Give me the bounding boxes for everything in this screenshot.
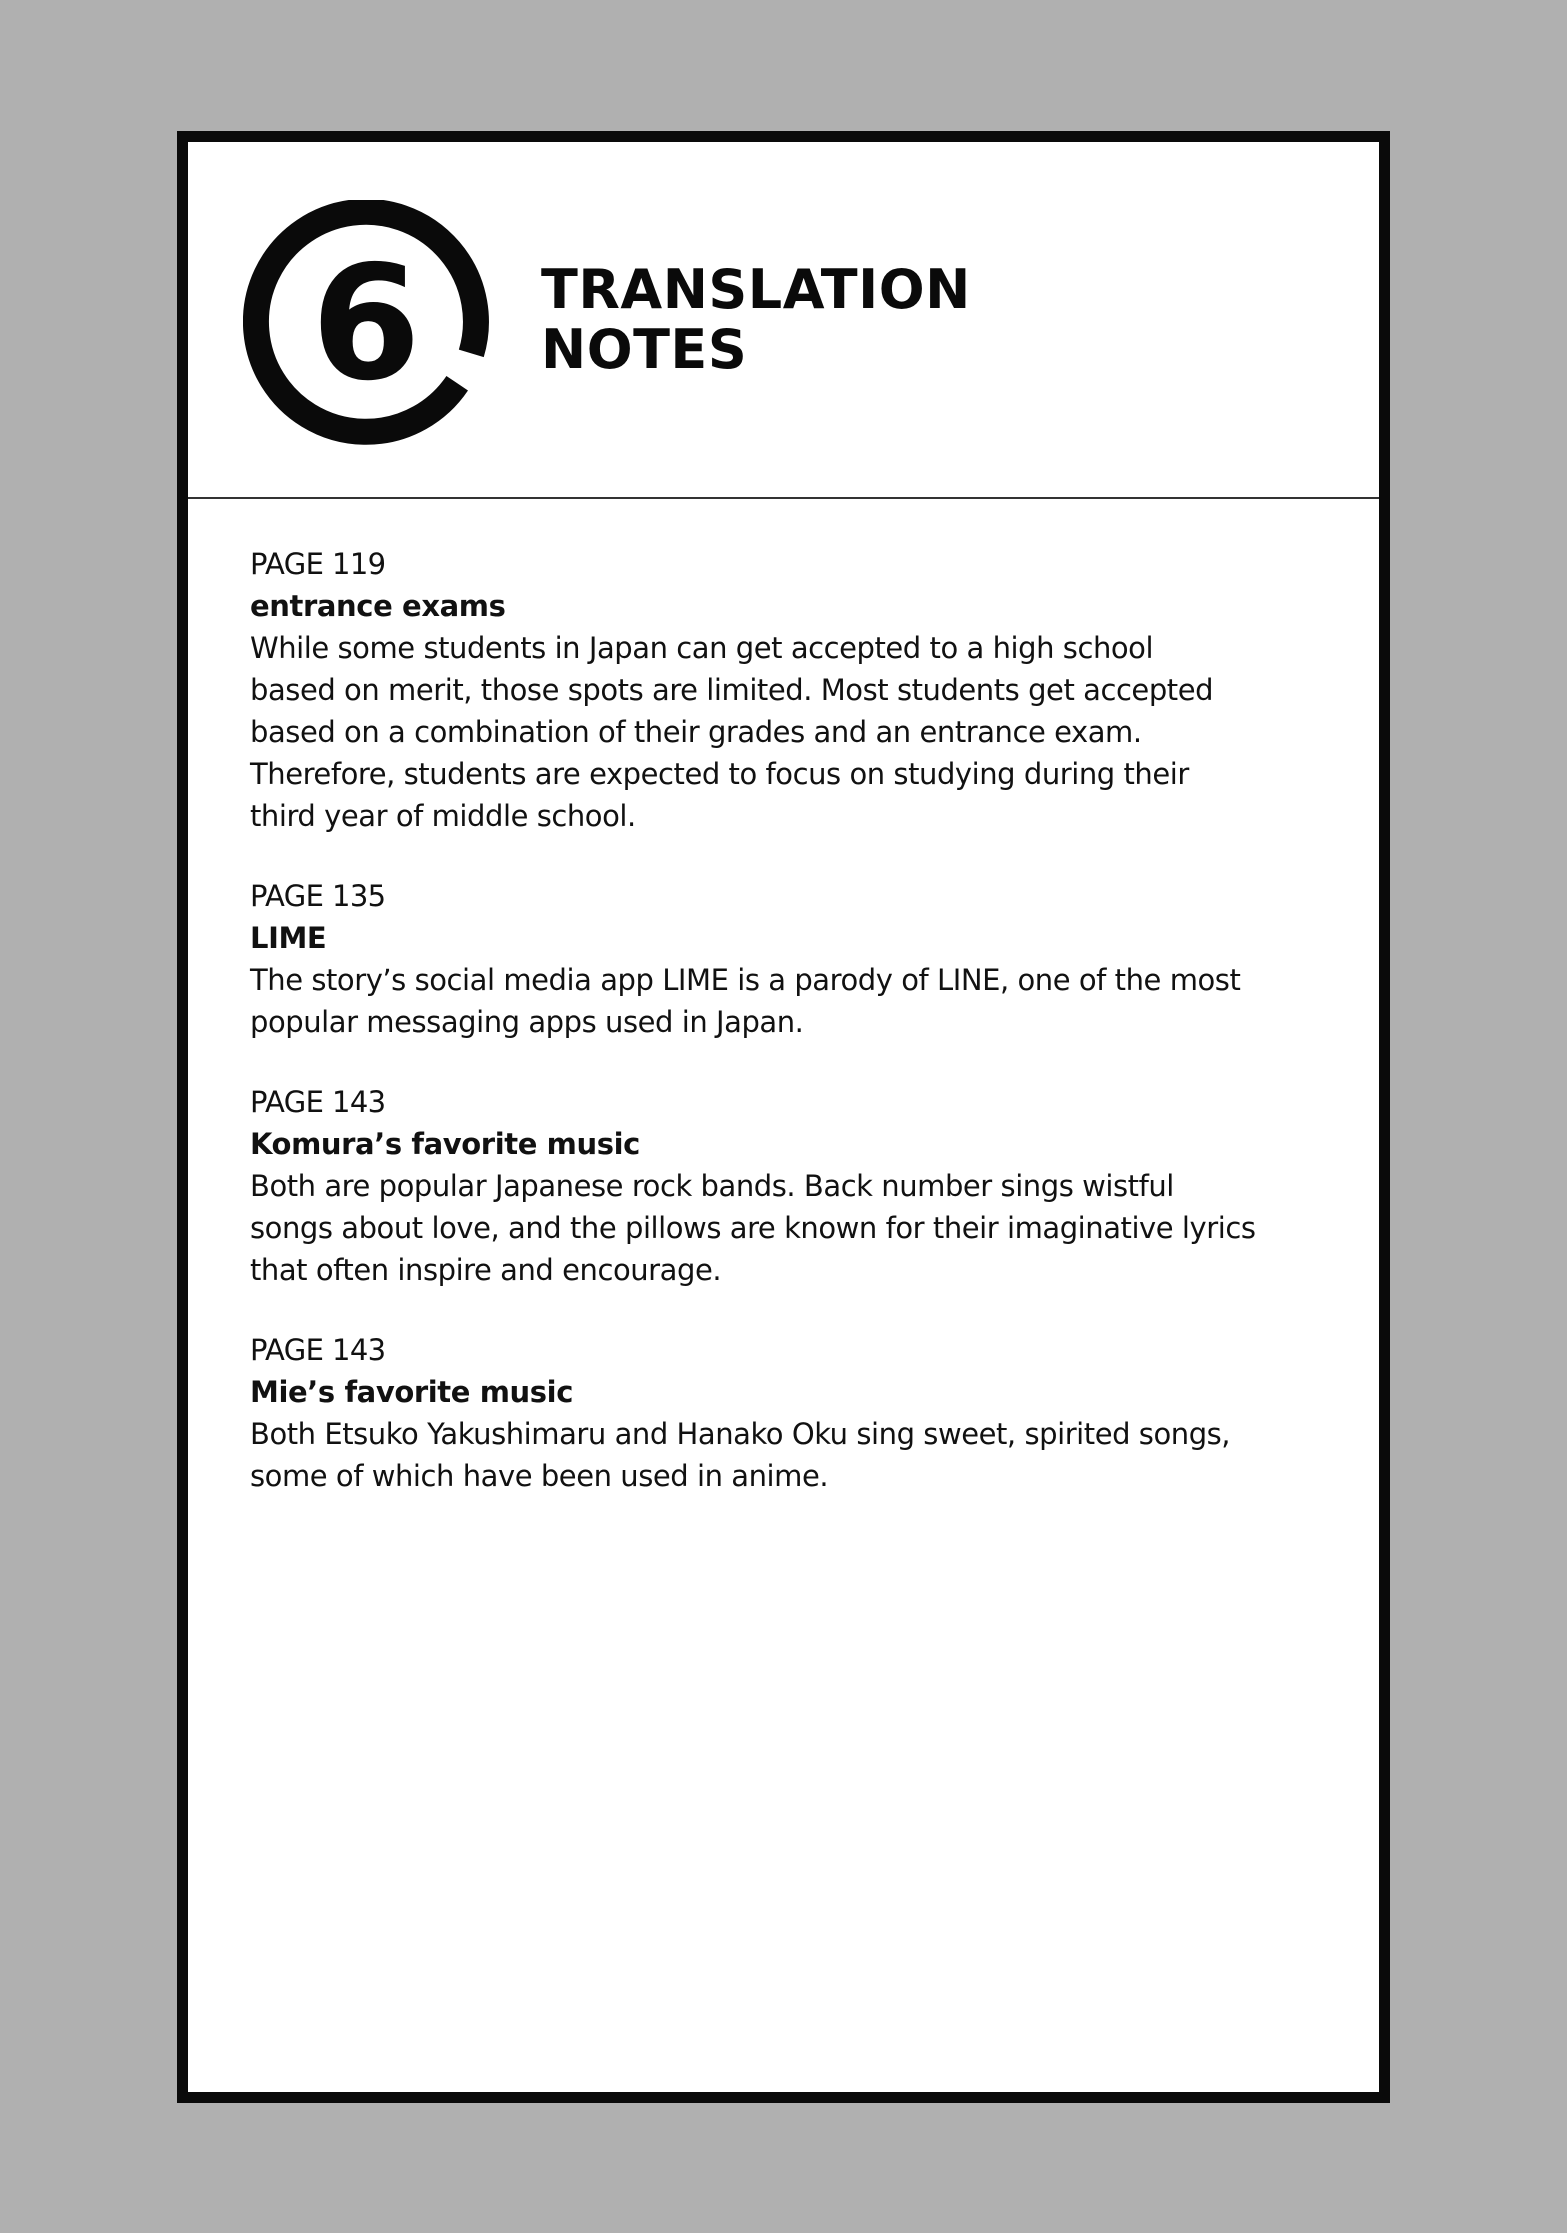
title-line: NOTES bbox=[541, 318, 748, 381]
note-body-line: based on a combination of their grades and an entrance exam. bbox=[250, 715, 1142, 749]
note-body bbox=[250, 627, 1330, 837]
note-body-line: While some students in Japan can get accepted to a high school bbox=[250, 631, 1154, 665]
page-frame bbox=[177, 131, 1390, 2103]
note-page-ref: PAGE 135 bbox=[250, 879, 386, 913]
note-body-line: third year of middle school. bbox=[250, 799, 636, 833]
note-body bbox=[250, 1165, 1330, 1291]
note-body-line: based on merit, those spots are limited. Most students get accepted bbox=[250, 673, 1214, 707]
chapter-header bbox=[188, 142, 1379, 497]
title-line: TRANSLATION bbox=[541, 258, 971, 321]
note-page-ref: PAGE 143 bbox=[250, 1085, 386, 1119]
note-body-line: Both Etsuko Yakushimaru and Hanako Oku sing sweet, spirited songs, bbox=[250, 1417, 1231, 1451]
note-term: Mie’s favorite music bbox=[250, 1375, 573, 1409]
notes-list bbox=[250, 543, 1330, 1535]
note-entry bbox=[250, 543, 1330, 837]
note-body-line: Therefore, students are expected to focus on studying during their bbox=[250, 757, 1189, 791]
note-page-ref: PAGE 119 bbox=[250, 547, 386, 581]
chapter-number: 6 bbox=[311, 232, 421, 416]
page-title bbox=[541, 260, 971, 380]
note-body-line: some of which have been used in anime. bbox=[250, 1459, 829, 1493]
note-term: entrance exams bbox=[250, 589, 506, 623]
header-divider bbox=[188, 497, 1379, 499]
note-term: Komura’s favorite music bbox=[250, 1127, 640, 1161]
note-entry bbox=[250, 875, 1330, 1043]
note-term: LIME bbox=[250, 921, 327, 955]
note-body-line: popular messaging apps used in Japan. bbox=[250, 1005, 804, 1039]
note-body bbox=[250, 1413, 1330, 1497]
note-body bbox=[250, 959, 1330, 1043]
note-body-line: The story’s social media app LIME is a parody of LINE, one of the most bbox=[250, 963, 1241, 997]
note-body-line: songs about love, and the pillows are known for their imaginative lyrics bbox=[250, 1211, 1256, 1245]
note-entry bbox=[250, 1329, 1330, 1497]
note-body-line: Both are popular Japanese rock bands. Back number sings wistful bbox=[250, 1169, 1174, 1203]
note-body-line: that often inspire and encourage. bbox=[250, 1253, 722, 1287]
note-page-ref: PAGE 143 bbox=[250, 1333, 386, 1367]
note-entry bbox=[250, 1081, 1330, 1291]
chapter-badge bbox=[243, 200, 489, 446]
